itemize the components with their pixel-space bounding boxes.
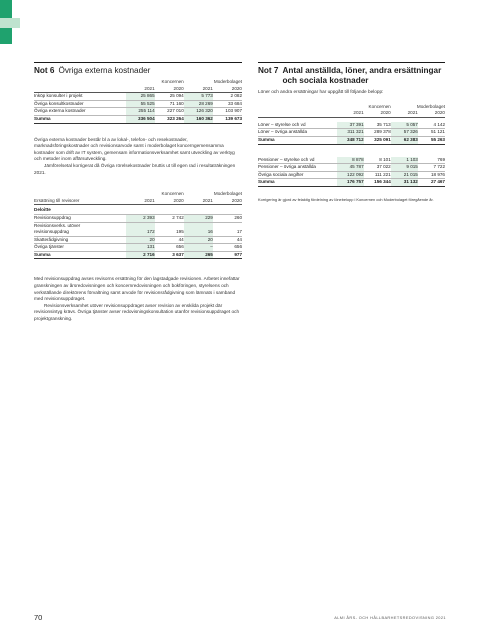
value-cell: 656 bbox=[213, 244, 242, 252]
note6-heading bbox=[34, 66, 242, 76]
year-cell: 2020 bbox=[418, 110, 445, 117]
corner-tab-marker bbox=[0, 0, 12, 18]
auditor-year-row bbox=[34, 198, 242, 205]
note7-footnote: Korrigering är gjord av felaktig fördelning av lönebelopp i Koncernen och Moderbolaget föregående år. bbox=[258, 196, 434, 202]
year-cell: 2020 bbox=[213, 86, 242, 93]
sum-label: Summa bbox=[34, 251, 126, 259]
sum-cell: 55 263 bbox=[418, 136, 445, 144]
value-cell: 656 bbox=[155, 244, 184, 252]
value-cell: 769 bbox=[418, 157, 445, 164]
year-cell: 2021 bbox=[184, 198, 213, 205]
value-cell: 172 bbox=[126, 222, 155, 236]
table-row bbox=[34, 100, 242, 108]
value-cell: 20 bbox=[126, 236, 155, 244]
auditor-subheader-row bbox=[34, 205, 242, 215]
value-cell: 311 321 bbox=[337, 129, 364, 137]
auditor-fees-table bbox=[34, 191, 242, 259]
value-cell: 51 121 bbox=[418, 129, 445, 137]
year-cell: 2021 bbox=[126, 198, 155, 205]
sum-cell: 27 467 bbox=[418, 179, 445, 187]
row-label: Övriga tjänster bbox=[34, 244, 126, 252]
row-label: Pensioner – övriga anställda bbox=[258, 164, 337, 172]
corner-tab-marker-lower bbox=[0, 28, 12, 44]
note7-group-moderbolaget: Moderbolaget bbox=[416, 103, 445, 109]
table-row bbox=[258, 122, 445, 129]
note7-group-koncernen: Koncernen bbox=[368, 103, 391, 109]
sum-cell: 156 344 bbox=[364, 179, 391, 187]
year-cell: 2020 bbox=[155, 86, 184, 93]
sum-cell: 62 383 bbox=[391, 136, 418, 144]
sum-cell: 176 757 bbox=[337, 179, 364, 187]
auditor-header-label: Ersättning till revisorer bbox=[34, 198, 126, 205]
row-label: Revisionsverks. utöver revisionsuppdrag bbox=[34, 222, 126, 236]
note7-intro: Löner och andra ersättningar har uppgått till följande belopp: bbox=[258, 89, 384, 94]
table-row bbox=[34, 244, 242, 252]
note7-group-row bbox=[258, 104, 445, 111]
sum-cell: 139 673 bbox=[213, 115, 242, 123]
right-column bbox=[258, 62, 445, 202]
value-cell: 8 101 bbox=[364, 157, 391, 164]
note7-heading bbox=[258, 66, 445, 86]
value-cell: 255 114 bbox=[126, 108, 155, 116]
note6-paragraph: Jämförelsetal korrigerat då Övriga rörelsekostnader bruttis ut till egen rad i resultaträkningen 2021. bbox=[34, 162, 236, 175]
table-row bbox=[34, 108, 242, 116]
sum-cell: 265 bbox=[184, 251, 213, 259]
corner-tab-highlight bbox=[0, 18, 20, 28]
value-cell: 289 378 bbox=[364, 129, 391, 137]
table-row bbox=[34, 93, 242, 101]
left-column bbox=[34, 62, 242, 323]
row-label: Inköp konsulter i projekt bbox=[34, 93, 126, 101]
note7-top-rule bbox=[258, 62, 445, 63]
auditor-subheader: Deloitte bbox=[34, 205, 242, 215]
auditor-group-row bbox=[34, 191, 242, 198]
value-cell: 195 bbox=[155, 222, 184, 236]
note6-group-row bbox=[34, 79, 242, 86]
year-cell: 2021 bbox=[126, 86, 155, 93]
note6-group-koncernen: Koncernen bbox=[161, 79, 184, 84]
row-label: Skatterådgivning bbox=[34, 236, 126, 244]
value-cell: 260 bbox=[213, 214, 242, 222]
value-cell: 33 684 bbox=[213, 100, 242, 108]
value-cell: 25 865 bbox=[126, 93, 155, 101]
note7-salaries-table bbox=[258, 104, 445, 145]
value-cell: 57 326 bbox=[391, 129, 418, 137]
auditor-group-moderbolaget: Moderbolaget bbox=[213, 191, 242, 197]
value-cell: 71 160 bbox=[155, 100, 184, 108]
note6-year-row bbox=[34, 86, 242, 93]
value-cell: 8 878 bbox=[337, 157, 364, 164]
value-cell: 17 bbox=[213, 222, 242, 236]
sum-cell: 31 132 bbox=[391, 179, 418, 187]
value-cell: 2 393 bbox=[126, 214, 155, 222]
value-cell: 20 bbox=[184, 236, 213, 244]
sum-cell: 2 716 bbox=[126, 251, 155, 259]
value-cell: 25 094 bbox=[155, 93, 184, 101]
value-cell: 4 142 bbox=[418, 122, 445, 129]
table-sum-row bbox=[34, 115, 242, 123]
value-cell: 126 320 bbox=[184, 108, 213, 116]
table-row bbox=[258, 129, 445, 137]
value-cell: 2 742 bbox=[155, 214, 184, 222]
table-sum-row bbox=[34, 251, 242, 259]
table-row bbox=[34, 214, 242, 222]
value-cell: 35 713 bbox=[364, 122, 391, 129]
footer-report-title: ALMI ÅRS- OCH HÅLLBARHETSREDOVISNING 2021 bbox=[334, 615, 446, 620]
value-cell: 7 722 bbox=[418, 164, 445, 172]
table-row bbox=[34, 236, 242, 244]
note6-top-rule bbox=[34, 62, 242, 63]
value-cell: 9 015 bbox=[391, 164, 418, 172]
table-row bbox=[258, 164, 445, 172]
value-cell: 1 103 bbox=[391, 157, 418, 164]
table-row bbox=[258, 171, 445, 179]
value-cell: 44 bbox=[213, 236, 242, 244]
sum-label: Summa bbox=[258, 179, 337, 187]
table-row bbox=[34, 222, 242, 236]
note7-title: Antal anställda, löner, andra ersättningar och sociala kostnader bbox=[282, 66, 442, 85]
note7-year-row bbox=[258, 110, 445, 117]
note6-group-moderbolaget: Moderbolaget bbox=[213, 79, 242, 84]
table-sum-row bbox=[258, 136, 445, 144]
table-row bbox=[258, 157, 445, 164]
year-cell: 2021 bbox=[337, 110, 364, 117]
note6-paragraph: Övriga externa kostnader består bl a av lokal-, telefon- och resekostnader, marknadsföringskostnader och revisionsarvode samt i moderbolaget koncerngemensamma kostnader som drift av IT system, gemensam informationsverksamhet samt utveckling av verktyg och metoder inom affärsutveckling. bbox=[34, 136, 235, 162]
row-label: Övriga sociala avgifter bbox=[258, 171, 337, 179]
value-cell: 16 bbox=[184, 222, 213, 236]
value-cell: 28 269 bbox=[184, 100, 213, 108]
sum-cell: 336 504 bbox=[126, 115, 155, 123]
value-cell: 37 022 bbox=[364, 164, 391, 172]
value-cell: 103 907 bbox=[213, 108, 242, 116]
value-cell: 21 015 bbox=[391, 171, 418, 179]
sum-cell: 325 091 bbox=[364, 136, 391, 144]
note6-table bbox=[34, 79, 242, 124]
value-cell: 5 773 bbox=[184, 93, 213, 101]
row-label: Pensioner – styrelse och vd bbox=[258, 157, 337, 164]
value-cell: 37 391 bbox=[337, 122, 364, 129]
table-sum-row bbox=[258, 179, 445, 187]
value-cell: 131 bbox=[126, 244, 155, 252]
row-label: Löner – styrelse och vd bbox=[258, 122, 337, 129]
value-cell: – bbox=[184, 244, 213, 252]
sum-cell: 323 264 bbox=[155, 115, 184, 123]
value-cell: 111 221 bbox=[364, 171, 391, 179]
value-cell: 2 082 bbox=[213, 93, 242, 101]
year-cell: 2021 bbox=[391, 110, 418, 117]
sum-cell: 3 637 bbox=[155, 251, 184, 259]
value-cell: 44 bbox=[155, 236, 184, 244]
year-cell: 2020 bbox=[155, 198, 184, 205]
auditor-paragraph: Med revisionsuppdrag avses revisorns ersättning för den lagstadgade revisionen. Arbetet innefattar granskningen av årsredovisningen och koncernredovisningen och bokföringen, styrelsens och verkställande direktörens förvaltning samt arvode för revisionsrådgivning som lämnats i samband med revisionsuppdraget. bbox=[34, 276, 240, 302]
row-label: Revisionsuppdrag bbox=[34, 214, 126, 222]
auditor-paragraph: Revisionsverksamhet utöver revisionsuppdraget avser revision av enskilda projekt där revisionsintyg krävs. Övriga tjänster avser redovisningskonsultation utanför revisionsuppdraget och projektgranskning. bbox=[34, 302, 240, 322]
value-cell: 122 092 bbox=[337, 171, 364, 179]
sum-cell: 977 bbox=[213, 251, 242, 259]
note6-number: Not 6 bbox=[34, 66, 55, 75]
sum-cell: 160 362 bbox=[184, 115, 213, 123]
value-cell: 45 787 bbox=[337, 164, 364, 172]
note7-number: Not 7 bbox=[258, 66, 279, 75]
sum-cell: 348 712 bbox=[337, 136, 364, 144]
value-cell: 5 057 bbox=[391, 122, 418, 129]
value-cell: 229 bbox=[184, 214, 213, 222]
auditor-group-koncernen: Koncernen bbox=[161, 191, 184, 197]
sum-label: Summa bbox=[34, 115, 126, 123]
sum-label: Summa bbox=[258, 136, 337, 144]
year-cell: 2020 bbox=[213, 198, 242, 205]
row-label: Övriga externa kostnader bbox=[34, 108, 126, 116]
row-label: Övriga konsultkostnader bbox=[34, 100, 126, 108]
note7-pensions-table bbox=[258, 157, 445, 187]
row-label: Löner – övriga anställda bbox=[258, 129, 337, 137]
value-cell: 55 525 bbox=[126, 100, 155, 108]
page-number: 70 bbox=[34, 613, 43, 622]
value-cell: 227 010 bbox=[155, 108, 184, 116]
year-cell: 2020 bbox=[364, 110, 391, 117]
note6-title: Övriga externa kostnader bbox=[58, 66, 151, 75]
year-cell: 2021 bbox=[184, 86, 213, 93]
value-cell: 18 976 bbox=[418, 171, 445, 179]
